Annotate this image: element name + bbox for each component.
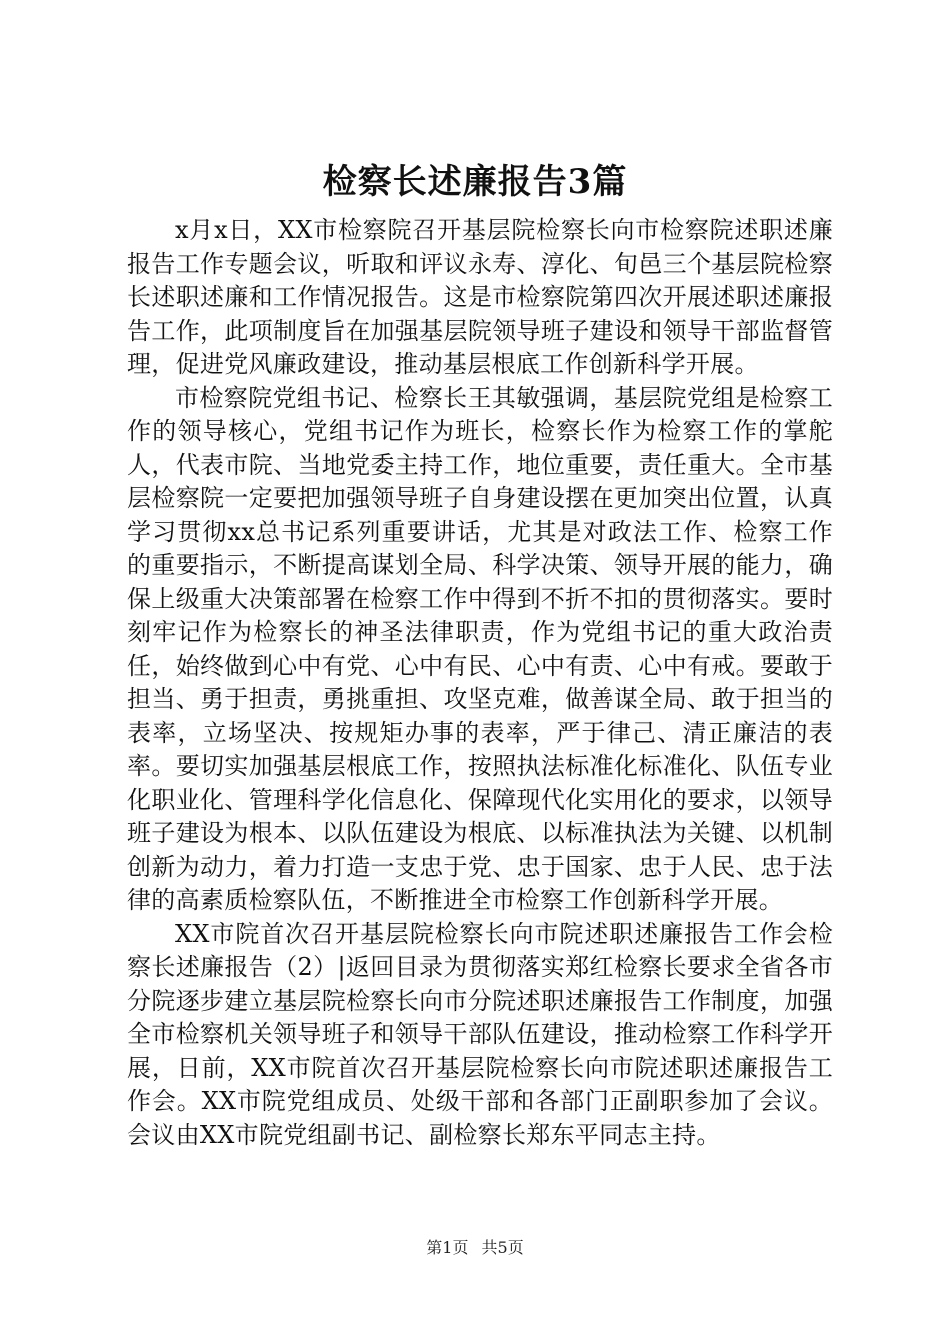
page-number-total: 共5页	[481, 1238, 524, 1257]
page-footer	[0, 1237, 950, 1259]
paragraph-2: 市检察院党组书记、检察长王其敏强调，基层院党组是检察工作的领导核心，党组书记作为班长，检察长作为检察工作的掌舵人，代表市院、当地党委主持工作，地位重要，责任重大。全市基层检察院一定要把加强领导班子自身建设摆在更加突出位置，认真学习贯彻xx总书记系列重要讲话，尤其是对政法工作、检察工作的重要指示，不断提高谋划全局、科学决策、领导开展的能力，确保上级重大决策部署在检察工作中得到不折不扣的贯彻落实。要时刻牢记作为检察长的神圣法律职责，作为党组书记的重大政治责任，始终做到心中有党、心中有民、心中有责、心中有戒。要敢于担当、勇于担责，勇挑重担、攻坚克难，做善谋全局、敢于担当的表率，立场坚决、按规矩办事的表率，严于律己、清正廉洁的表率。要切实加强基层根底工作，按照执法标准化标准化、队伍专业化职业化、管理科学化信息化、保障现代化实用化的要求，以领导班子建设为根本、以队伍建设为根底、以标准执法为关键、以机制创新为动力，着力打造一支忠于党、忠于国家、忠于人民、忠于法律的高素质检察队伍，不断推进全市检察工作创新科学开展。	[127, 383, 833, 914]
page-title: 检察长述廉报告3篇	[322, 162, 628, 202]
paragraph-1: x月x日，XX市检察院召开基层院检察长向市检察院述职述廉报告工作专题会议，听取和评议永寿、淳化、旬邑三个基层院检察长述职述廉和工作情况报告。这是市检察院第四次开展述职述廉报告工作，此项制度旨在加强基层院领导班子建设和领导干部监督管理，促进党风廉政建设，推动基层根底工作创新科学开展。	[127, 216, 833, 378]
paragraph-3: XX市院首次召开基层院检察长向市院述职述廉报告工作会检察长述廉报告（2）|返回目录为贯彻落实郑红检察长要求全省各市分院逐步建立基层院检察长向市分院述职述廉报告工作制度，加强全市检察机关领导班子和领导干部队伍建设，推动检察工作科学开展，日前，XX市院首次召开基层院检察长向市院述职述廉报告工作会。XX市院党组成员、处级干部和各部门正副职参加了会议。会议由XX市院党组副书记、副检察长郑东平同志主持。	[127, 919, 833, 1149]
page-number-current: 第1页	[426, 1238, 469, 1257]
document-body	[127, 214, 833, 1152]
